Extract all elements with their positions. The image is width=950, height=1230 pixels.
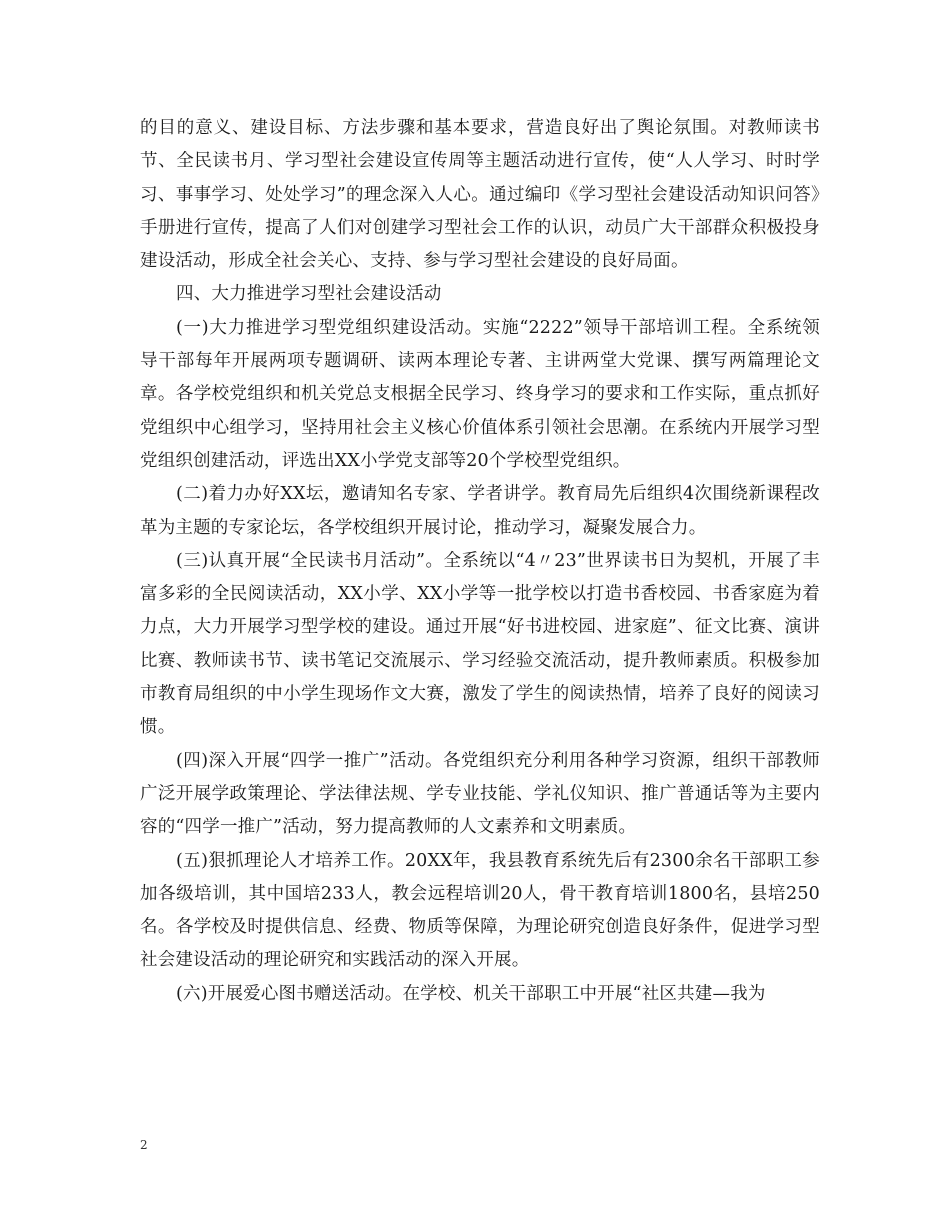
paragraph-item-two: (二)着力办好XX坛，邀请知名专家、学者讲学。教育局先后组织4次围绕新课程改革为主题的专家论坛，各学校组织开展讨论，推动学习，凝聚发展合力。 — [140, 484, 820, 538]
page-number: 2 — [140, 1138, 148, 1152]
paragraph-item-one: (一)大力推进学习型党组织建设活动。实施“2222”领导干部培训工程。全系统领导干部每年开展两项专题调研、读两本理论专著、主讲两堂大党课、撰写两篇理论文章。各学校党组织和机关党总支根据全民学习、终身学习的要求和工作实际，重点抓好党组织中心组学习，坚持用社会主义核心价值体系引领社会思潮。在系统内开展学习型党组织创建活动，评选出XX小学党支部等20个学校型党组织。 — [140, 317, 820, 471]
paragraph-item-five: (五)狠抓理论人才培养工作。20XX年，我县教育系统先后有2300余名干部职工参加各级培训，其中国培233人，教会远程培训20人，骨干教育培训1800名，县培250名。各学校及时提供信息、经费、物质等保障，为理论研究创造良好条件，促进学习型社会建设活动的理论研究和实践活动的深入开展。 — [140, 850, 820, 971]
paragraph-item-three: (三)认真开展“全民读书月活动”。全系统以“4〃23”世界读书日为契机，开展了丰富多彩的全民阅读活动，XX小学、XX小学等一批学校以打造书香校园、书香家庭为着力点，大力开展学习型学校的建设。通过开展“好书进校园、进家庭”、征文比赛、演讲比赛、教师读书节、读书笔记交流展示、学习经验交流活动，提升教师素质。积极参加市教育局组织的中小学生现场作文大赛，激发了学生的阅读热情，培养了良好的阅读习惯。 — [140, 550, 820, 738]
document-body — [140, 112, 820, 1011]
section-heading-four: 四、大力推进学习型社会建设活动 — [176, 284, 442, 305]
paragraph-item-four: (四)深入开展“四学一推广”活动。各党组织充分利用各种学习资源，组织干部教师广泛开展学政策理论、学法律法规、学专业技能、学礼仪知识、推广普通话等为主要内容的“四学一推广”活动，努力提高教师的人文素养和文明素质。 — [140, 750, 820, 838]
paragraph-item-six: (六)开展爱心图书赠送活动。在学校、机关干部职工中开展“社区共建—我为 — [176, 983, 766, 1004]
paragraph-intro-continuation: 的目的意义、建设目标、方法步骤和基本要求，营造良好出了舆论氛围。对教师读书节、全民读书月、学习型社会建设宣传周等主题活动进行宣传，使“人人学习、时时学习、事事学习、处处学习”的理念深入人心。通过编印《学习型社会建设活动知识问答》手册进行宣传，提高了人们对创建学习型社会工作的认识，动员广大干部群众积极投身建设活动，形成全社会关心、支持、参与学习型社会建设的良好局面。 — [140, 118, 820, 272]
